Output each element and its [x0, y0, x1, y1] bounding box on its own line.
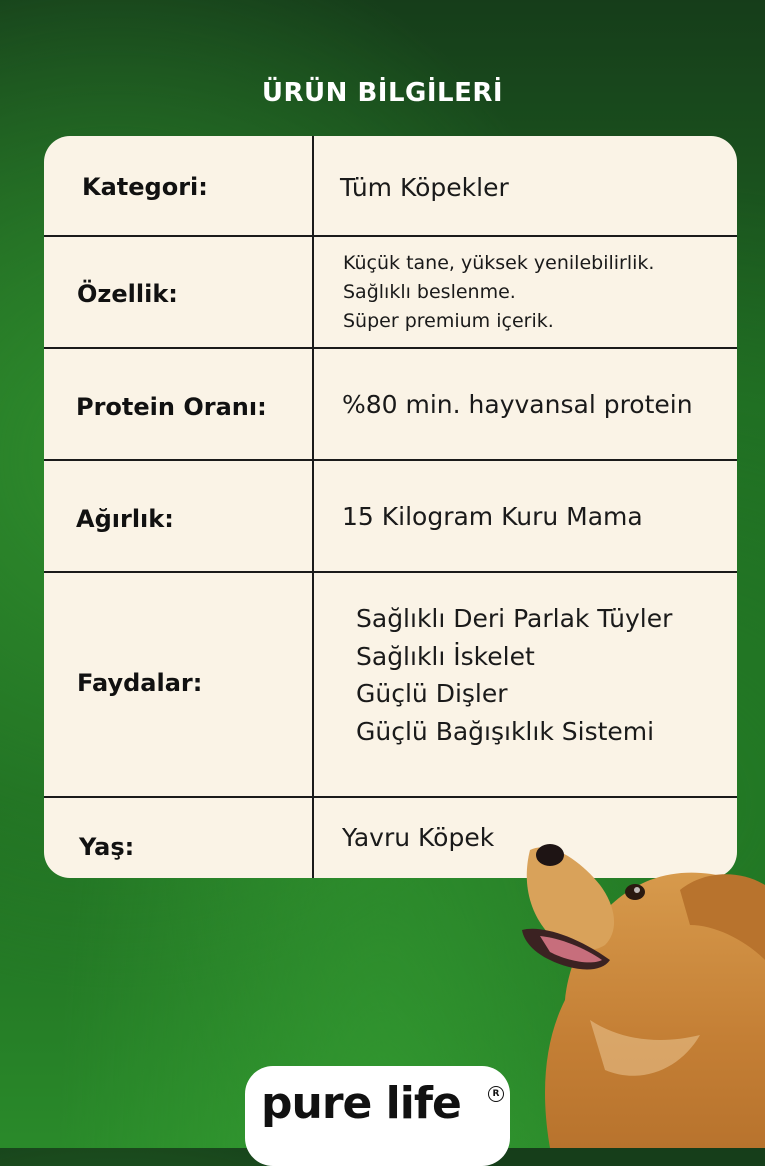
- row-divider: [44, 796, 737, 798]
- row-divider: [44, 571, 737, 573]
- row-divider: [44, 459, 737, 461]
- feature-line: Küçük tane, yüksek yenilebilirlik.: [343, 252, 655, 274]
- dog-image: [510, 830, 765, 1148]
- value-category: Tüm Köpekler: [340, 173, 509, 202]
- benefit-line: Güçlü Dişler: [356, 679, 508, 708]
- brand-logo-text: pure life: [261, 1078, 461, 1129]
- product-info-table: [44, 136, 737, 878]
- value-age: Yavru Köpek: [342, 823, 495, 852]
- benefit-line: Sağlıklı İskelet: [356, 641, 535, 671]
- page-title: ÜRÜN BİLGİLERİ: [261, 78, 504, 108]
- benefit-line: Güçlü Bağışıklık Sistemi: [356, 716, 655, 746]
- label-weight: Ağırlık:: [76, 505, 174, 533]
- value-feature: [343, 249, 654, 336]
- label-age: Yaş:: [79, 833, 135, 861]
- label-benefits: Faydalar:: [77, 669, 203, 697]
- registered-mark-icon: R: [488, 1086, 504, 1102]
- feature-line: Sağlıklı beslenme.: [343, 281, 516, 303]
- value-protein: %80 min. hayvansal protein: [342, 390, 693, 419]
- benefit-line: Sağlıklı Deri Parlak Tüyler: [356, 604, 673, 633]
- label-feature: Özellik:: [77, 280, 178, 308]
- label-category: Kategori:: [82, 173, 208, 201]
- row-divider: [44, 347, 737, 349]
- feature-line: Süper premium içerik.: [343, 310, 554, 332]
- value-benefits: [356, 600, 672, 750]
- column-divider: [312, 136, 314, 878]
- brand-logo: [245, 1066, 510, 1166]
- row-divider: [44, 235, 737, 237]
- label-protein: Protein Oranı:: [76, 393, 267, 421]
- value-weight: 15 Kilogram Kuru Mama: [342, 502, 643, 531]
